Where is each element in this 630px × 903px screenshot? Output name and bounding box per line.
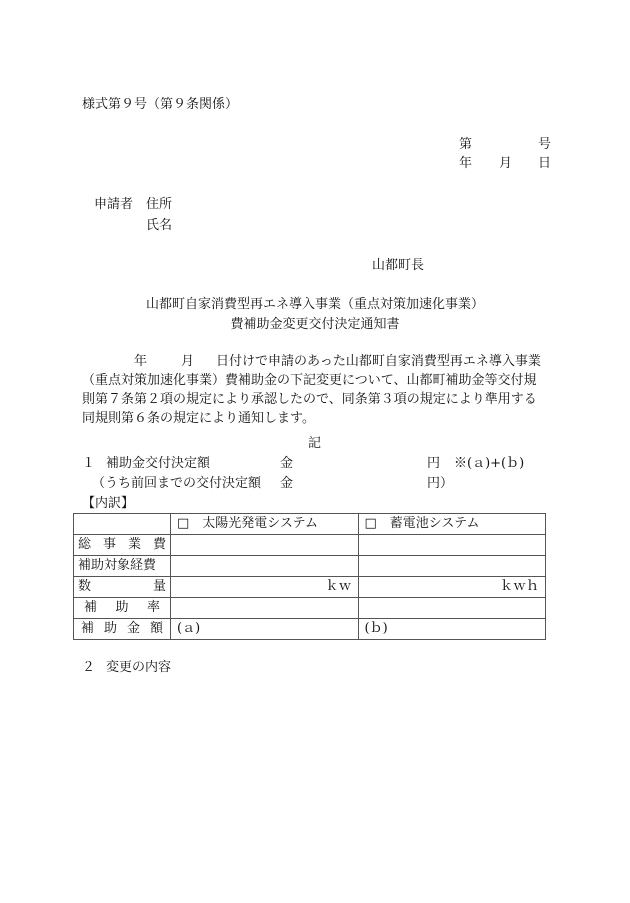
table-row: [74, 535, 546, 556]
document-title-line2: 費補助金変更交付決定通知書: [230, 317, 400, 332]
table-row: [74, 619, 546, 640]
item1-kin: 金: [280, 456, 294, 471]
table-row: [74, 556, 546, 577]
breakdown-label: 【内訳】: [82, 496, 135, 511]
cell-battery-total-cost: [358, 535, 546, 556]
table-row: [74, 577, 546, 598]
cell-solar-quantity-unit: ｋｗ: [171, 577, 359, 598]
row-label-subsidy-rate: 補 助 率: [84, 600, 160, 615]
row-label-subsidy-amount: 補 助 金 額: [81, 621, 163, 636]
item1-previous-yen: 円）: [427, 476, 454, 491]
issuer: 山都町長: [372, 258, 425, 273]
item2-number: ２: [82, 660, 96, 675]
body-year: 年: [134, 354, 148, 369]
item2-label: 変更の内容: [106, 660, 172, 675]
form-number: 様式第９号（第９条関係）: [82, 97, 239, 112]
doc-number-dai: 第: [459, 137, 473, 152]
cell-battery-eligible-cost: [358, 556, 546, 577]
row-label-eligible-cost: 補助対象経費: [78, 558, 157, 573]
item1-label: 補助金交付決定額: [106, 456, 211, 471]
body-line-1: [82, 352, 552, 371]
body-line-2: （重点対策加速化事業）費補助金の下記変更について、山都町補助金等交付規: [82, 373, 537, 388]
table-corner-cell: [74, 514, 171, 535]
cell-solar-eligible-cost: [171, 556, 359, 577]
header-battery: □ 蓄電池システム: [358, 514, 546, 535]
body-paragraph: [82, 352, 552, 428]
cell-solar-total-cost: [171, 535, 359, 556]
item1-note: ※(ａ)+(ｂ): [454, 456, 525, 471]
table-row: [74, 598, 546, 619]
applicant-label: 申請者: [94, 197, 134, 212]
cell-battery-subsidy-amount: (ｂ): [358, 619, 546, 640]
item1-previous-kin: 金: [280, 476, 294, 491]
cell-battery-subsidy-rate: [358, 598, 546, 619]
body-line-3: 則第７条第２項の規定により承認したので、同条第３項の規定により準用する: [82, 392, 537, 407]
date-month: 月: [499, 156, 513, 171]
body-line-1-rest: 日付けで申請のあった山都町自家消費型再エネ導入事業: [216, 354, 541, 369]
address-label: 住所: [146, 197, 173, 212]
name-label: 氏名: [146, 218, 173, 233]
cell-battery-quantity-unit: ｋｗｈ: [358, 577, 546, 598]
cell-solar-subsidy-amount: (ａ): [171, 619, 359, 640]
table-header-row: [74, 514, 546, 535]
row-label-total-cost: 総 事 業 費: [78, 537, 166, 552]
row-label-quantity: 数 量: [78, 579, 166, 594]
document-title-line1: 山都町自家消費型再エネ導入事業（重点対策加速化事業）: [145, 297, 484, 312]
body-line-4: 同規則第６条の規定により通知します。: [82, 411, 315, 426]
item1-number: １: [82, 456, 96, 471]
cell-solar-subsidy-rate: [171, 598, 359, 619]
ki-marker: 記: [308, 436, 322, 451]
item1-yen: 円: [427, 456, 441, 471]
doc-number-go: 号: [538, 137, 552, 152]
item1-previous-label: （うち前回までの交付決定額: [92, 476, 262, 491]
body-month: 月: [181, 354, 195, 369]
header-solar: □ 太陽光発電システム: [171, 514, 359, 535]
breakdown-table: [73, 513, 546, 640]
date-day: 日: [538, 156, 552, 171]
date-year: 年: [459, 156, 473, 171]
